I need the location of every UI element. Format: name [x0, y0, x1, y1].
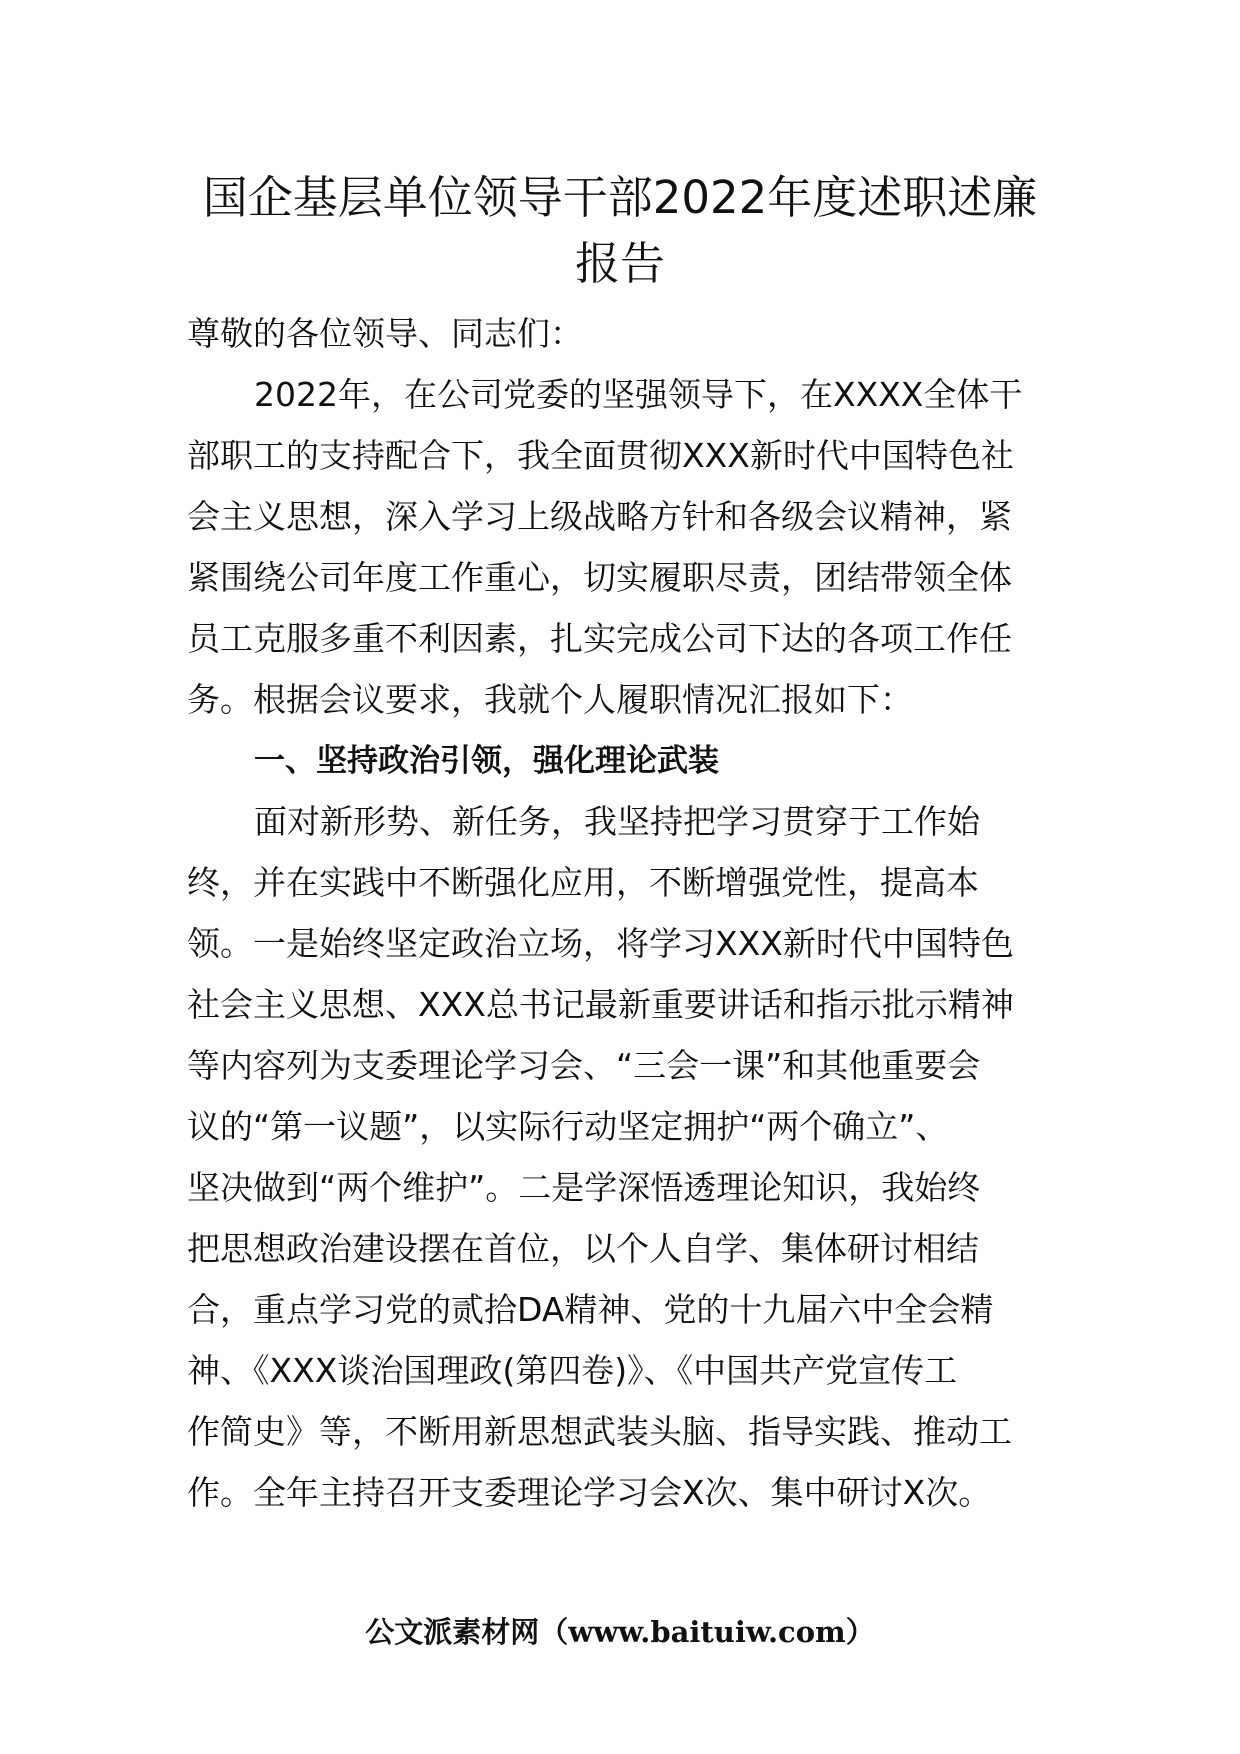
paragraph-line: 合，重点学习党的贰拾DA精神、党的十九届六中全会精 [187, 1290, 994, 1329]
paragraph-line: 等内容列为支委理论学习会、“三会一课”和其他重要会 [187, 1046, 981, 1085]
section-heading: 一、坚持政治引领，强化理论武装 [254, 743, 719, 779]
document-title-line-1: 国企基层单位领导干部2022年度述职述廉 [202, 171, 1038, 224]
paragraph-line: 作简史》等，不断用新思想武装头脑、指导实践、推动工 [187, 1412, 1012, 1451]
paragraph-line: 议的“第一议题”，以实际行动坚定拥护“两个确立”、 [187, 1107, 949, 1146]
paragraph-line: 面对新形势、新任务，我坚持把学习贯穿于工作始 [254, 802, 980, 841]
paragraph-line: 员工克服多重不利因素，扎实完成公司下达的各项工作任 [187, 619, 1012, 658]
paragraph-line: 坚决做到“两个维护”。二是学深悟透理论知识，我始终 [187, 1168, 981, 1207]
document-title-line-2: 报告 [574, 237, 665, 290]
paragraph-line: 务。根据会议要求，我就个人履职情况汇报如下： [187, 680, 913, 719]
paragraph-line: 作。全年主持召开支委理论学习会X次、集中研讨X次。 [187, 1473, 992, 1512]
paragraph-line: 2022年，在公司党委的坚强领导下，在XXXX全体干 [254, 375, 1023, 414]
paragraph-line: 终，并在实践中不断强化应用，不断增强党性，提高本 [187, 863, 979, 902]
paragraph-line: 神、《XXX谈治国理政(第四卷)》、《中国共产党宣传工 [187, 1351, 958, 1390]
paragraph-line: 紧围绕公司年度工作重心，切实履职尽责，团结带领全体 [187, 558, 1012, 597]
paragraph-line: 社会主义思想、XXX总书记最新重要讲话和指示批示精神 [187, 985, 1014, 1024]
paragraph-line: 会主义思想，深入学习上级战略方针和各级会议精神，紧 [187, 497, 1012, 536]
paragraph-line: 部职工的支持配合下，我全面贯彻XXX新时代中国特色社 [187, 436, 1014, 475]
footer-watermark: 公文派素材网（www.baituiw.com） [365, 1615, 875, 1649]
salutation: 尊敬的各位领导、同志们： [187, 314, 583, 353]
paragraph-line: 领。一是始终坚定政治立场，将学习XXX新时代中国特色 [187, 924, 1014, 963]
paragraph-line: 把思想政治建设摆在首位，以个人自学、集体研讨相结 [187, 1229, 979, 1268]
